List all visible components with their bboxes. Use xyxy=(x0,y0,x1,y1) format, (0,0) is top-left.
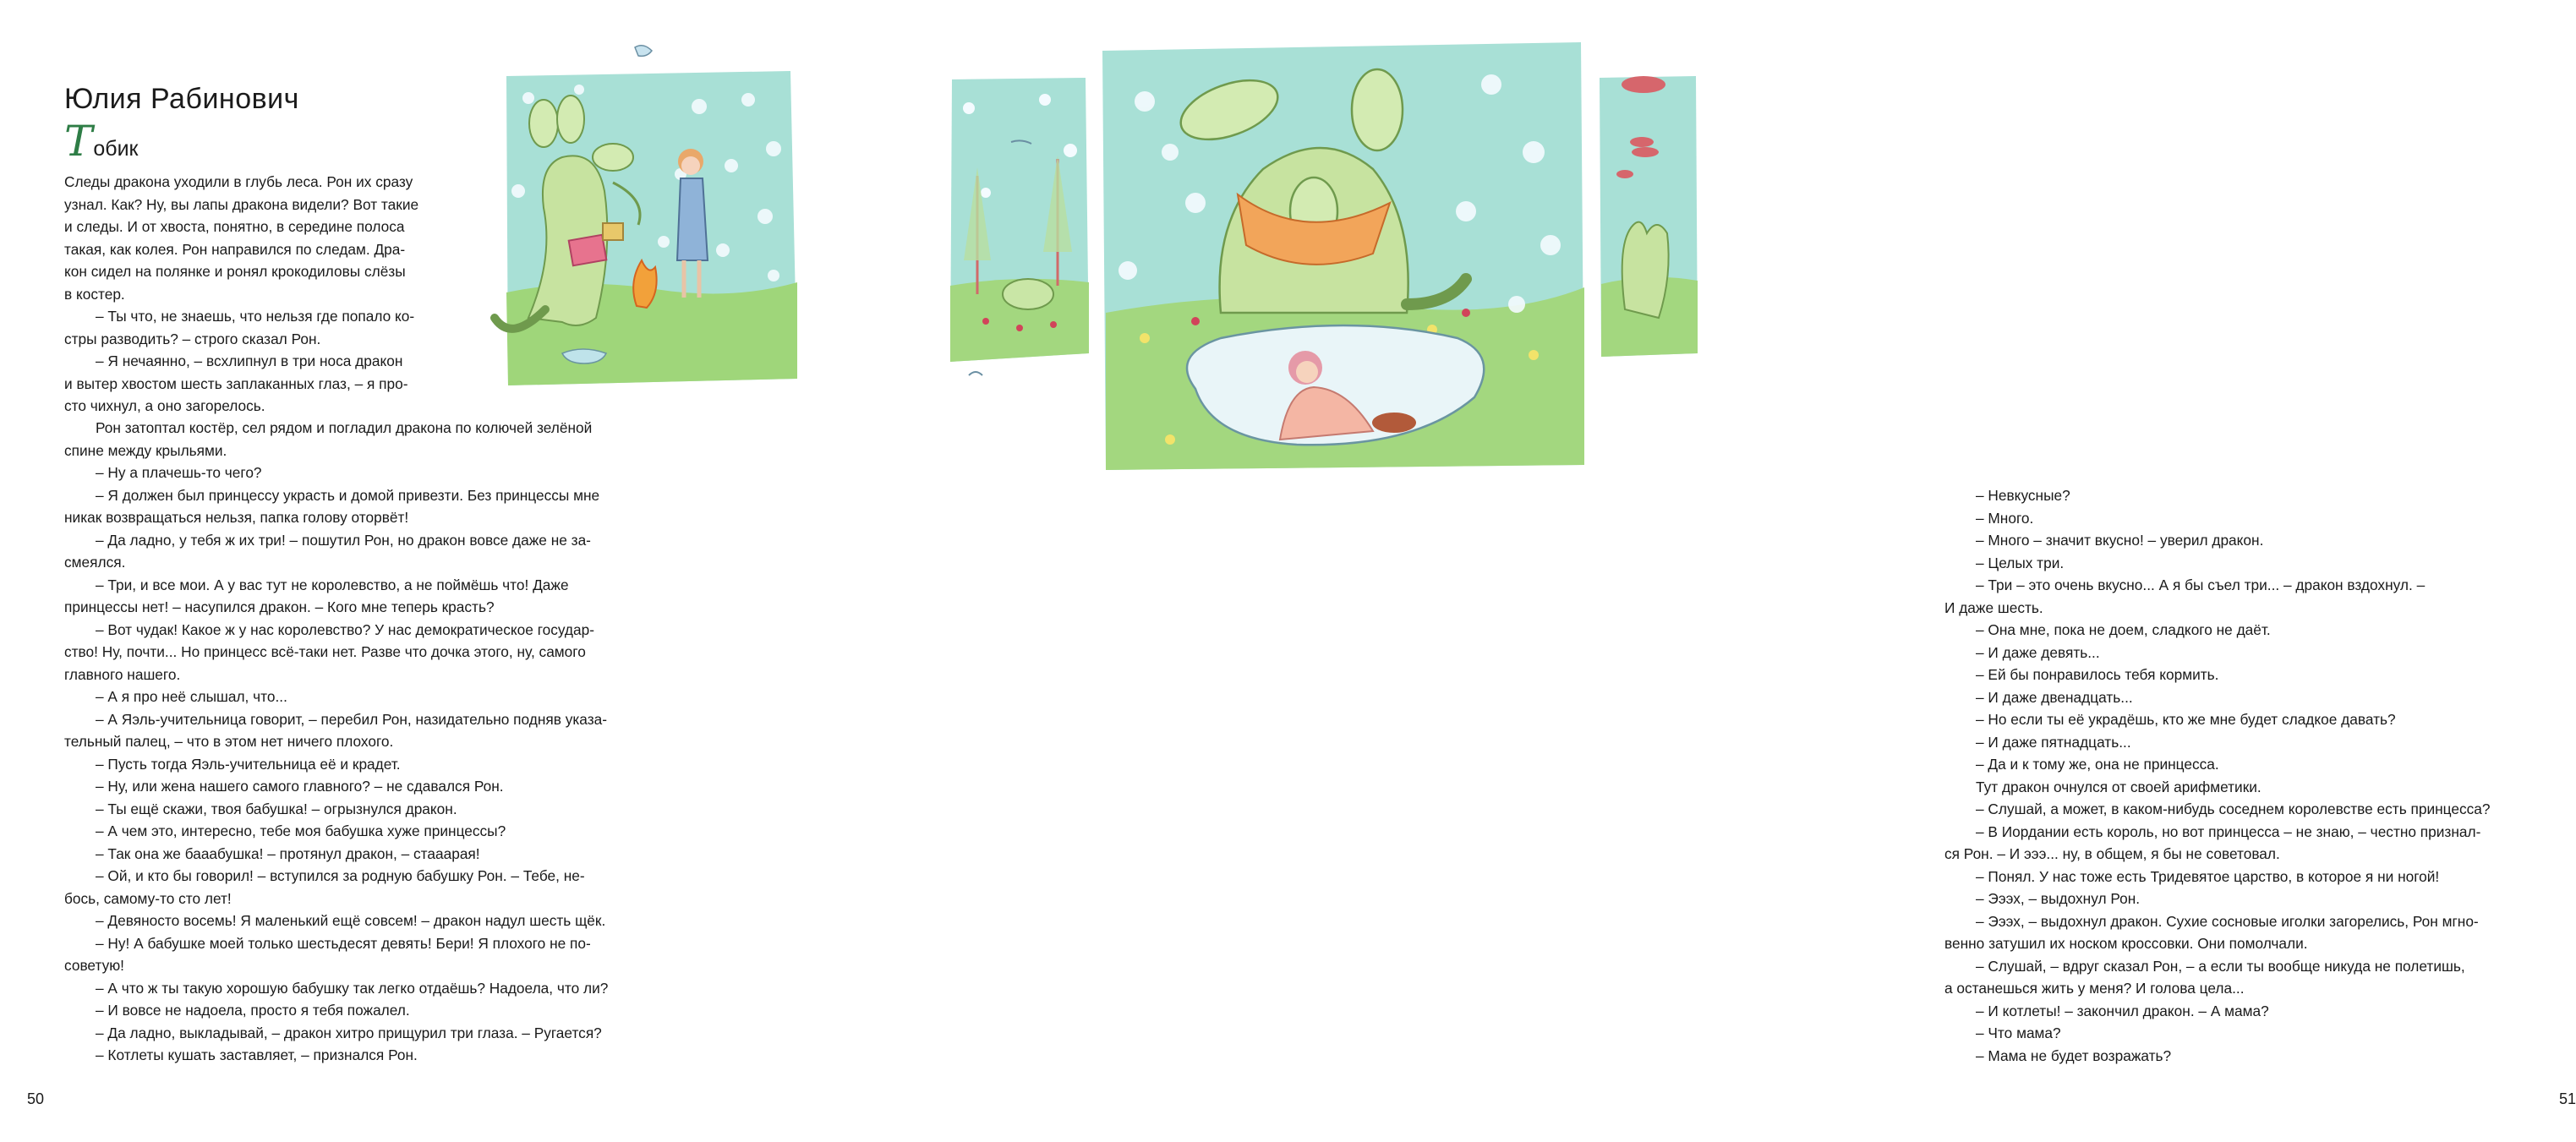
text-line: – Девяносто восемь! Я маленький ещё совсем! – дракон надул шесть щёк. xyxy=(96,912,606,929)
story-title xyxy=(64,117,139,166)
text-line: Следы дракона уходили в глубь леса. Рон их сразу xyxy=(64,173,413,190)
text-line: и следы. И от хвоста, понятно, в середине полоса xyxy=(64,218,405,235)
text-line: стры разводить? – строго сказал Рон. xyxy=(64,330,321,347)
text-line: – И даже двенадцать... xyxy=(1976,688,2133,706)
text-line: в костер. xyxy=(64,285,125,303)
text-line: сто чихнул, а оно загорелось. xyxy=(64,397,265,414)
text-line: – Три, и все мои. А у вас тут не королевство, а не поймёшь что! Даже xyxy=(96,576,569,593)
story-text-bottom xyxy=(64,417,656,1067)
text-line: тельный палец, – что в этом нет ничего плохого. xyxy=(64,733,394,750)
text-line: – Ну а плачешь-то чего? xyxy=(96,464,262,481)
story-text-top xyxy=(64,171,468,418)
text-line: – Много. xyxy=(1976,509,2034,527)
text-line: – Ты ещё скажи, твоя бабушка! – огрызнулся дракон. xyxy=(96,800,457,817)
text-line: – Ты что, не знаешь, что нельзя где попало ко- xyxy=(96,308,415,325)
text-line: – А Яэль-учительница говорит, – перебил Рон, назидательно подняв указа- xyxy=(96,710,608,728)
text-line: – Мама не будет возражать? xyxy=(1976,1046,2172,1064)
text-line: – Я должен был принцессу украсть и домой привезти. Без принцессы мне xyxy=(96,486,600,504)
forest-strip-illustration xyxy=(935,74,1096,389)
dragon-strip-illustration xyxy=(1591,73,1701,360)
text-line: кон сидел на полянке и ронял крокодиловы слёзы xyxy=(64,263,406,280)
text-line: – Ой, и кто бы говорил! – вступился за родную бабушку Рон. – Тебе, не- xyxy=(96,867,585,884)
text-line: – В Иордании есть король, но вот принцесса – не знаю, – честно признал- xyxy=(1976,822,2481,840)
text-line: узнал. Как? Ну, вы лапы дракона видели? Вот такие xyxy=(64,195,419,213)
text-line: – Что мама? xyxy=(1976,1025,2061,1041)
text-line: – Пусть тогда Яэль-учительница её и крадет. xyxy=(96,755,401,773)
text-line: – Эээх, – выдохнул Рон. xyxy=(1976,890,2141,907)
text-line: ство! Ну, почти... Но принцесс всё-таки нет. Разве что дочка этого, ну, самого xyxy=(64,643,586,660)
text-line: – Понял. У нас тоже есть Тридевятое царство, в которое я ни ногой! xyxy=(1976,867,2440,885)
text-line: – И даже девять... xyxy=(1976,643,2100,661)
story-title-rest: обик xyxy=(93,137,139,161)
text-line: И даже шесть. xyxy=(1944,598,2043,616)
text-line: никак возвращаться нельзя, папка голову оторвёт! xyxy=(64,509,409,526)
text-line: – Ну! А бабушке моей только шестьдесят девять! Бери! Я плохого не по- xyxy=(96,934,591,952)
text-line: главного нашего. xyxy=(64,665,181,683)
text-line: – Невкусные? xyxy=(1976,487,2070,504)
dragon-campfire-illustration xyxy=(478,39,816,394)
text-line: – Целых три. xyxy=(1976,554,2065,571)
text-line: – Три – это очень вкусно... А я бы съел три... – дракон вздохнул. – xyxy=(1976,576,2426,593)
text-line: советую! xyxy=(64,957,124,974)
text-line: – А я про неё слышал, что... xyxy=(96,688,287,705)
text-line: – Много – значит вкусно! – уверил дракон. xyxy=(1976,532,2264,549)
text-line: – Она мне, пока не доем, сладкого не даёт. xyxy=(1976,621,2271,638)
text-line: – А чем это, интересно, тебе моя бабушка хуже принцессы? xyxy=(96,822,506,839)
text-line: – Ей бы понравилось тебя кормить. xyxy=(1976,666,2219,683)
left-page xyxy=(0,0,866,1142)
text-line: смеялся. xyxy=(64,554,126,571)
text-line: принцессы нет! – насупился дракон. – Кого мне теперь красть? xyxy=(64,598,495,615)
page-number-right: 51 xyxy=(2559,1090,2576,1107)
story-title-initial: Т xyxy=(64,117,93,166)
text-line: венно затушил их носком кроссовки. Они помолчали. xyxy=(1944,935,2308,952)
text-line: Рон затоптал костёр, сел рядом и погладил дракона по колючей зелёной xyxy=(96,419,593,436)
text-line: – Эээх, – выдохнул дракон. Сухие сосновые иголки загорелись, Рон мгно- xyxy=(1976,912,2479,930)
text-line: бось, самому-то сто лет! xyxy=(64,889,232,907)
text-line: такая, как колея. Рон направился по следам. Дра- xyxy=(64,240,406,258)
text-line: а останешься жить у меня? И голова цела... xyxy=(1944,980,2245,997)
text-line: – А что ж ты такую хорошую бабушку так легко отдаёшь? Надоела, что ли? xyxy=(96,979,609,997)
text-line: – И котлеты! – закончил дракон. – А мама? xyxy=(1976,1002,2269,1019)
text-line: и вытер хвостом шесть заплаканных глаз, – я про- xyxy=(64,374,408,392)
text-line: – Да и к тому же, она не принцесса. xyxy=(1976,756,2219,773)
text-line: спине между крыльями. xyxy=(64,441,227,459)
author-name: Юлия Рабинович xyxy=(64,83,299,115)
right-page xyxy=(866,0,2576,1142)
text-line: – Котлеты кушать заставляет, – признался Рон. xyxy=(96,1046,418,1063)
text-line: – Вот чудак! Какое ж у нас королевство? У нас демократическое государ- xyxy=(96,620,594,638)
dragon-pond-illustration xyxy=(1094,34,1593,473)
text-line: – Я нечаянно, – всхлипнул в три носа дракон xyxy=(96,352,403,369)
page-number-left: 50 xyxy=(27,1090,45,1107)
text-line: – Так она же бааабушка! – протянул дракон, – стааарая! xyxy=(96,844,480,862)
text-line: Тут дракон очнулся от своей арифметики. xyxy=(1976,778,2262,795)
text-line: – Да ладно, выкладывай, – дракон хитро прищурил три глаза. – Ругается? xyxy=(96,1024,602,1041)
story-text-right xyxy=(1944,484,2536,1067)
text-line: ся Рон. – И эээ... ну, в общем, я бы не советовал. xyxy=(1944,845,2280,862)
text-line: – Ну, или жена нашего самого главного? – не сдавался Рон. xyxy=(96,778,504,795)
text-line: – Но если ты её украдёшь, кто же мне будет сладкое давать? xyxy=(1976,711,2396,728)
text-line: – Слушай, а может, в каком-нибудь соседнем королевстве есть принцесса? xyxy=(1976,800,2491,817)
text-line: – Слушай, – вдруг сказал Рон, – а если ты вообще никуда не полетишь, xyxy=(1976,957,2465,975)
text-line: – И даже пятнадцать... xyxy=(1976,733,2131,751)
text-line: – Да ладно, у тебя ж их три! – пошутил Рон, но дракон вовсе даже не за- xyxy=(96,531,591,549)
text-line: – И вовсе не надоела, просто я тебя пожалел. xyxy=(96,1002,410,1019)
